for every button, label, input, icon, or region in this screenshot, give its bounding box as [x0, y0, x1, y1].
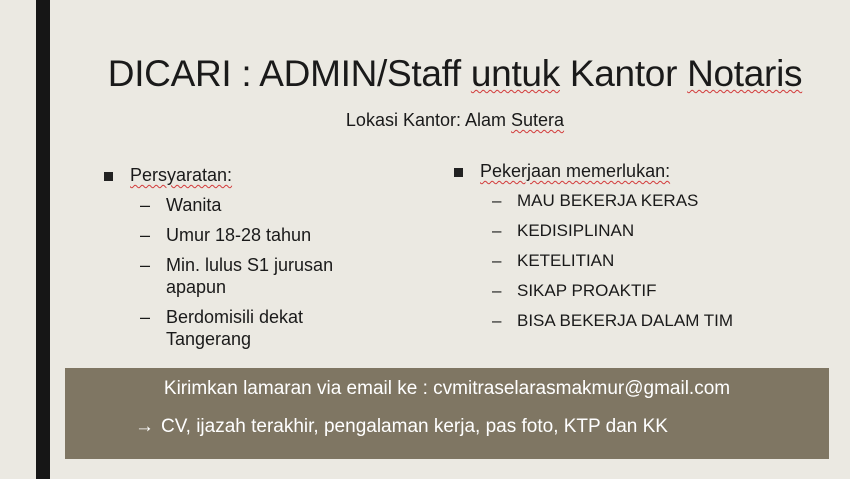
dash-bullet-icon: – [140, 195, 151, 215]
office-location [60, 109, 850, 131]
contact-box [65, 368, 829, 459]
left-accent-bar [36, 0, 50, 479]
documents-text: CV, ijazah terakhir, pengalaman kerja, pas foto, KTP dan KK [161, 416, 668, 437]
list-item: – KETELITIAN [492, 251, 615, 270]
list-item: – BISA BEKERJA DALAM TIM [492, 311, 734, 330]
dash-bullet-icon: – [140, 225, 151, 245]
requirements-list [104, 194, 404, 350]
contact-email-line: Kirimkan lamaran via email ke : cvmitraselarasmakmur@gmail.com [163, 378, 731, 399]
dash-bullet-icon: – [492, 281, 502, 300]
list-item: – MAU BEKERJA KERAS [492, 191, 699, 210]
job-needs-list [454, 190, 794, 332]
title-text: DICARI : ADMIN/Staff [107, 53, 471, 94]
title-text: Kantor [559, 53, 688, 94]
dash-bullet-icon: – [492, 221, 502, 240]
list-item: – Umur 18-28 tahun [140, 225, 312, 245]
list-item: – Min. lulus S1 jurusan apapun [140, 255, 334, 297]
dash-bullet-icon: – [492, 311, 502, 330]
page-title [60, 52, 850, 96]
square-bullet-icon [454, 168, 463, 177]
location-value: Sutera [511, 110, 565, 130]
title-text: Notaris [687, 53, 803, 94]
job-needs-section [454, 160, 794, 332]
location-label: Lokasi Kantor: Alam [345, 110, 512, 130]
requirements-heading: Persyaratan: [104, 164, 404, 186]
dash-bullet-icon: – [140, 255, 151, 275]
documents-line [135, 415, 668, 439]
arrow-right-icon: → [135, 416, 154, 437]
list-item: – KEDISIPLINAN [492, 221, 635, 240]
square-bullet-icon [104, 172, 113, 181]
dash-bullet-icon: – [492, 251, 502, 270]
list-item: – SIKAP PROAKTIF [492, 281, 657, 300]
requirements-section [104, 164, 404, 350]
dash-bullet-icon: – [492, 191, 502, 210]
dash-bullet-icon: – [140, 307, 151, 327]
list-item: – Berdomisili dekat Tangerang [140, 307, 304, 349]
job-needs-heading: Pekerjaan memerlukan: [454, 160, 794, 182]
list-item: – Wanita [140, 195, 222, 215]
title-text: untuk [470, 53, 560, 94]
